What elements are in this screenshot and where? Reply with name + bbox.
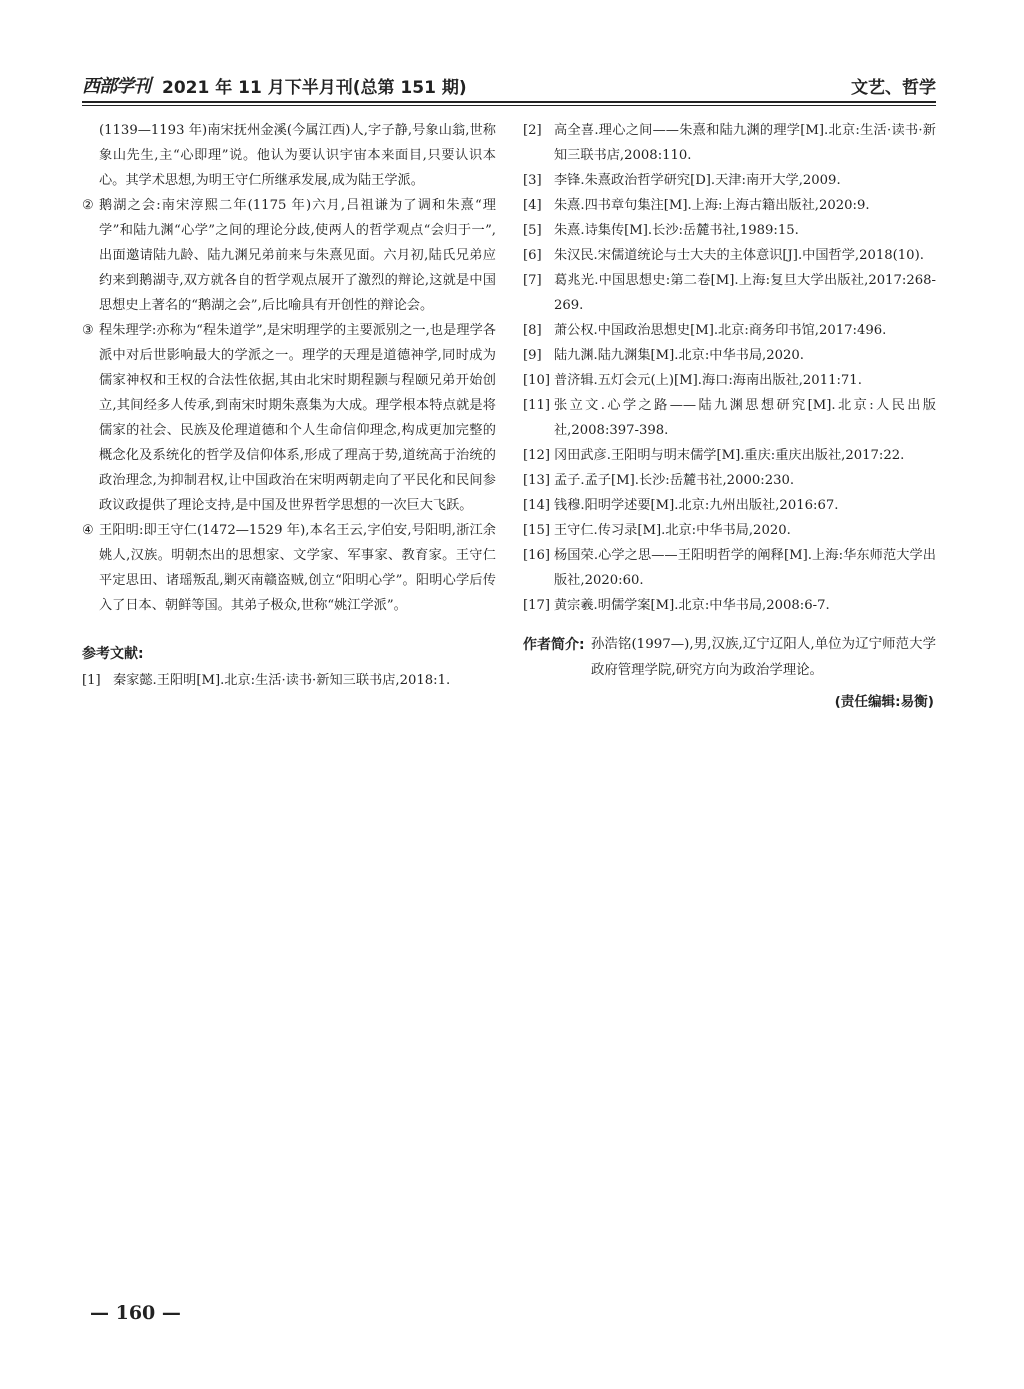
reference-text: 李锋.朱熹政治哲学研究[D].天津:南开大学,2009.	[554, 173, 841, 188]
right-column	[523, 118, 936, 715]
reference-text: 朱汉民.宋儒道统论与士大夫的主体意识[J].中国哲学,2018(10).	[554, 248, 924, 263]
reference-text: 孟子.孟子[M].长沙:岳麓书社,2000:230.	[554, 473, 795, 488]
reference-number: [13]	[523, 473, 551, 488]
note-text: (1139—1193 年)南宋抚州金溪(今属江西)人,字子静,号象山翁,世称象山先生,主“心即理”说。他认为要认识宇宙本来面目,只要认识本心。其学术思想,为明王守仁所继承发展,成为陆王学派。	[99, 123, 496, 188]
note-3	[82, 318, 496, 518]
reference-text: 秦家懿.王阳明[M].北京:生活·读书·新知三联书店,2018:1.	[113, 673, 451, 688]
note-mark: ④	[82, 523, 94, 538]
left-column	[82, 118, 496, 693]
reference-item	[523, 118, 936, 168]
reference-text: 陆九渊.陆九渊集[M].北京:中华书局,2020.	[554, 348, 805, 363]
note-4	[82, 518, 496, 618]
reference-number: [2]	[523, 123, 542, 138]
reference-text: 黄宗羲.明儒学案[M].北京:中华书局,2008:6-7.	[554, 598, 830, 613]
note-mark: ②	[82, 198, 94, 213]
reference-text: 钱穆.阳明学述要[M].北京:九州出版社,2016:67.	[554, 498, 839, 513]
reference-number: [7]	[523, 273, 542, 288]
reference-number: [1]	[82, 673, 101, 688]
header-rule-thin	[82, 105, 936, 106]
reference-item	[523, 593, 936, 618]
reference-text: 冈田武彦.王阳明与明末儒学[M].重庆:重庆出版社,2017:22.	[554, 448, 905, 463]
reference-text: 王守仁.传习录[M].北京:中华书局,2020.	[554, 523, 791, 538]
journal-logo: 西部学刊	[82, 76, 150, 97]
reference-number: [3]	[523, 173, 542, 188]
note-1-continued	[82, 118, 496, 193]
reference-item	[523, 218, 936, 243]
reference-text: 朱熹.四书章句集注[M].上海:上海古籍出版社,2020:9.	[554, 198, 870, 213]
note-text: 王阳明:即王守仁(1472—1529 年),本名王云,字伯安,号阳明,浙江余姚人,汉族。明朝杰出的思想家、文学家、军事家、教育家。王守仁平定思田、诸瑶叛乱,剿灭南赣盗贼,创立“阳明心学”。阳明心学后传入了日本、朝鲜等国。其弟子极众,世称“姚江学派”。	[99, 523, 496, 613]
reference-text: 高全喜.理心之间——朱熹和陆九渊的理学[M].北京:生活·读书·新知三联书店,2008:110.	[554, 123, 936, 163]
reference-item	[523, 518, 936, 543]
responsible-editor: (责任编辑:易衡)	[834, 694, 934, 710]
reference-text: 萧公权.中国政治思想史[M].北京:商务印书馆,2017:496.	[554, 323, 887, 338]
note-text: 程朱理学:亦称为“程朱道学”,是宋明理学的主要派别之一,也是理学各派中对后世影响最大的学派之一。理学的天理是道德神学,同时成为儒家神权和王权的合法性依据,其由北宋时期程颢与程颐兄弟开始创立,其间经多人传承,到南宋时期朱熹集为大成。理学根本特点就是将儒家的社会、民族及伦理道德和个人生命信仰理念,构成更加完整的概念化及系统化的哲学及信仰体系,形成了理高于势,道统高于治统的政治理念,为抑制君权,让中国政治在宋明两朝走向了平民化和民间参政议政提供了理论支持,是中国及世界哲学思想的一次巨大飞跃。	[99, 323, 496, 513]
reference-number: [15]	[523, 523, 551, 538]
reference-item	[523, 193, 936, 218]
section-name: 文艺、哲学	[851, 78, 936, 98]
reference-item	[523, 493, 936, 518]
reference-item	[523, 543, 936, 593]
reference-number: [8]	[523, 323, 542, 338]
reference-item	[523, 393, 936, 443]
reference-list	[523, 118, 936, 618]
reference-item	[82, 668, 496, 693]
reference-text: 张立文.心学之路——陆九渊思想研究[M].北京:人民出版社,2008:397-398.	[554, 398, 936, 438]
author-bio-text: 孙浩铭(1997—),男,汉族,辽宁辽阳人,单位为辽宁师范大学政府管理学院,研究方向为政治学理论。	[591, 637, 936, 678]
reference-item	[523, 443, 936, 468]
reference-text: 葛兆光.中国思想史:第二卷[M].上海:复旦大学出版社,2017:268-269.	[554, 273, 936, 313]
reference-text: 普济辑.五灯会元(上)[M].海口:海南出版社,2011:71.	[554, 373, 862, 388]
reference-item	[523, 468, 936, 493]
reference-item	[523, 168, 936, 193]
note-text: 鹅湖之会:南宋淳熙二年(1175 年)六月,吕祖谦为了调和朱熹“理学”和陆九渊“心学”之间的理论分歧,使两人的哲学观点“会归于一”,出面邀请陆九龄、陆九渊兄弟前来与朱熹见面。六月初,陆氏兄弟应约来到鹅湖寺,双方就各自的哲学观点展开了激烈的辩论,这就是中国思想史上著名的“鹅湖之会”,后比喻具有开创性的辩论会。	[99, 198, 496, 313]
reference-item	[523, 343, 936, 368]
page-number: — 160 —	[90, 1302, 181, 1324]
reference-number: [14]	[523, 498, 551, 513]
reference-item	[523, 243, 936, 268]
reference-item	[523, 268, 936, 318]
header-rule	[82, 101, 936, 103]
reference-item	[523, 318, 936, 343]
reference-number: [12]	[523, 448, 551, 463]
references-title: 参考文献:	[82, 646, 144, 662]
reference-number: [4]	[523, 198, 542, 213]
issue-info: 2021 年 11 月下半月刊(总第 151 期)	[162, 78, 467, 98]
page-header	[82, 72, 936, 98]
reference-number: [16]	[523, 548, 551, 563]
reference-number: [9]	[523, 348, 542, 363]
note-mark: ③	[82, 323, 94, 338]
reference-item	[523, 368, 936, 393]
reference-number: [5]	[523, 223, 542, 238]
reference-number: [17]	[523, 598, 551, 613]
reference-text: 杨国荣.心学之思——王阳明哲学的阐释[M].上海:华东师范大学出版社,2020:60.	[554, 548, 936, 588]
author-bio-label: 作者简介:	[523, 637, 585, 653]
author-bio	[523, 632, 936, 684]
reference-number: [11]	[523, 398, 551, 413]
reference-number: [6]	[523, 248, 542, 263]
reference-text: 朱熹.诗集传[M].长沙:岳麓书社,1989:15.	[554, 223, 799, 238]
reference-number: [10]	[523, 373, 551, 388]
note-2	[82, 193, 496, 318]
